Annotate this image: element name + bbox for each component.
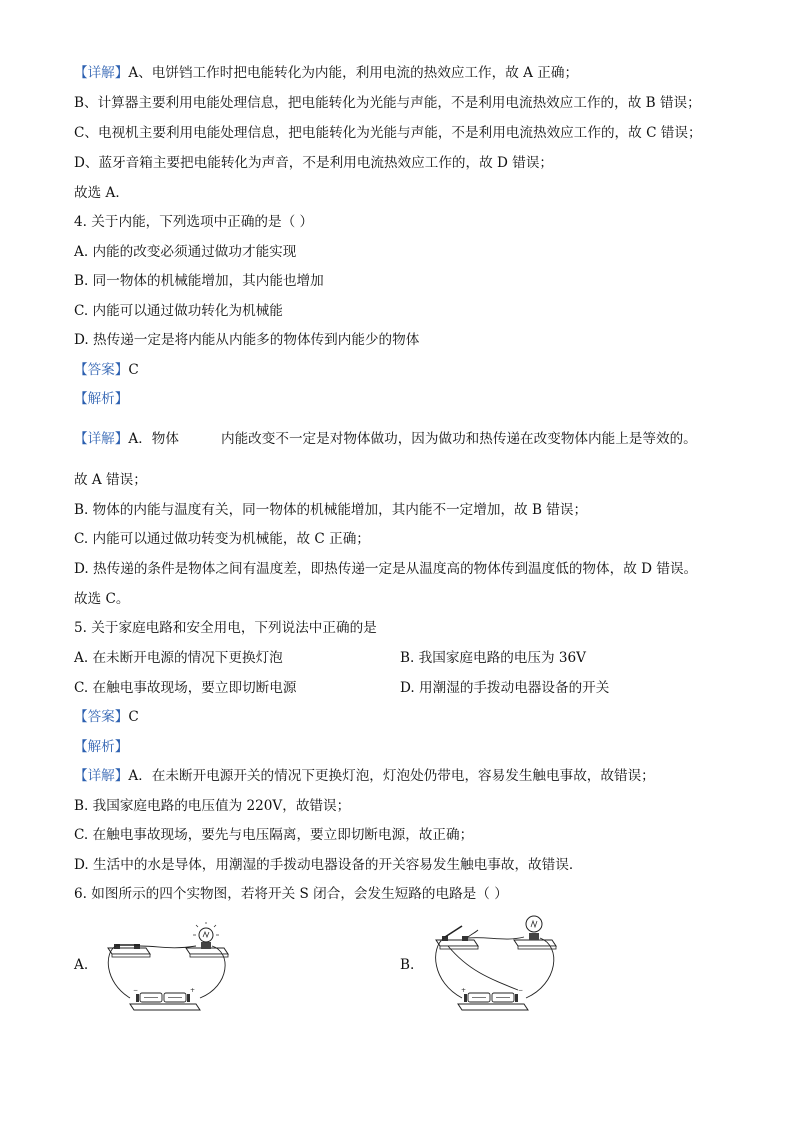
- circuit-b-short-wire: [448, 946, 518, 990]
- circuit-a-figure: [100, 922, 240, 1014]
- q5-line-b: B. 我国家庭电路的电压值为 220V，故错误；: [74, 798, 351, 814]
- q5-line-d: D. 生活中的水是导体，用潮湿的手拨动电器设备的开关容易发生触电事故，故错误．: [74, 857, 583, 873]
- q5-option-b: B. 我国家庭电路的电压为 36V: [400, 650, 587, 666]
- circuit-b-figure: [428, 910, 568, 1014]
- q3-line-d: D、蓝牙音箱主要把电能转化为声音，不是利用电流热效应工作的，故 D 错误；: [74, 155, 554, 171]
- q4-option-b: B. 同一物体的机械能增加，其内能也增加: [74, 273, 324, 289]
- q3-conclusion: 故选 A．: [74, 185, 129, 201]
- q5-analysis-tag: 【解析】: [74, 739, 129, 755]
- q4-line-b: B. 物体的内能与温度有关，同一物体的机械能增加，其内能不一定增加，故 B 错误；: [74, 502, 588, 518]
- q6-option-a-label: A.: [74, 957, 89, 973]
- q4-analysis-tag: 【解析】: [74, 391, 129, 407]
- q3-detail-a: 【详解】A、电饼铛工作时把电能转化为内能，利用电流的热效应工作，故 A 正确；: [74, 65, 579, 81]
- svg-text:−: −: [518, 987, 524, 994]
- circuit-b-top-wire: [468, 937, 524, 939]
- q4-option-d: D. 热传递一定是将内能从内能多的物体传到内能少的物体: [74, 332, 420, 348]
- circuit-a-battery-base: [130, 1004, 200, 1010]
- circuit-b-switch-blade: [445, 926, 462, 937]
- q6-question: 6. 如图所示的四个实物图，若将开关 S 闭合，会发生短路的电路是（ ）: [74, 886, 508, 902]
- q5-answer: 【答案】C: [74, 709, 139, 725]
- q4-detail-a-cont: 故 A 错误；: [74, 472, 147, 488]
- circuit-a-lamp-socket: [201, 942, 211, 949]
- q5-option-d: D. 用潮湿的手拨动电器设备的开关: [400, 680, 610, 696]
- q6-option-b-label: B.: [400, 957, 415, 973]
- q4-question: 4. 关于内能，下列选项中正确的是（ ）: [74, 214, 314, 230]
- q4-line-c: C. 内能可以通过做功转变为机械能，故 C 正确；: [74, 531, 370, 547]
- q5-option-c: C. 在触电事故现场，要立即切断电源: [74, 680, 297, 696]
- q4-answer: 【答案】C: [74, 362, 139, 378]
- q5-option-a: A. 在未断开电源的情况下更换灯泡: [74, 650, 283, 666]
- q4-detail-a: 【详解】A．物体 内能改变不一定是对物体做功，因为做功和热传递在改变物体内能上是等效的。: [74, 431, 697, 447]
- q4-option-c: C. 内能可以通过做功转化为机械能: [74, 303, 283, 319]
- svg-text:−: −: [133, 987, 139, 994]
- q4-line-d: D. 热传递的条件是物体之间有温度差，即热传递一定是从温度高的物体传到温度低的物体，故 D 错误。: [74, 561, 698, 577]
- q3-line-c: C、电视机主要利用电能处理信息，把电能转化为光能与声能，不是利用电流热效应工作的，故 C 错误；: [74, 125, 702, 141]
- svg-text:+: +: [190, 987, 196, 994]
- q3-line-b: B、计算器主要利用电能处理信息，把电能转化为光能与声能，不是利用电流热效应工作的，故 B 错误；: [74, 95, 701, 111]
- q5-line-c: C. 在触电事故现场，要先与电压隔离，要立即切断电源，故正确；: [74, 827, 474, 843]
- svg-text:+: +: [461, 987, 467, 994]
- q5-question: 5. 关于家庭电路和安全用电，下列说法中正确的是: [74, 620, 377, 636]
- q4-conclusion: 故选 C。: [74, 591, 130, 607]
- q5-detail-a: 【详解】A．在未断开电源开关的情况下更换灯泡，灯泡处仍带电，容易发生触电事故，故错误；: [74, 768, 655, 784]
- q4-option-a: A. 内能的改变必须通过做功才能实现: [74, 244, 297, 260]
- circuit-b-battery-base: [458, 1004, 528, 1010]
